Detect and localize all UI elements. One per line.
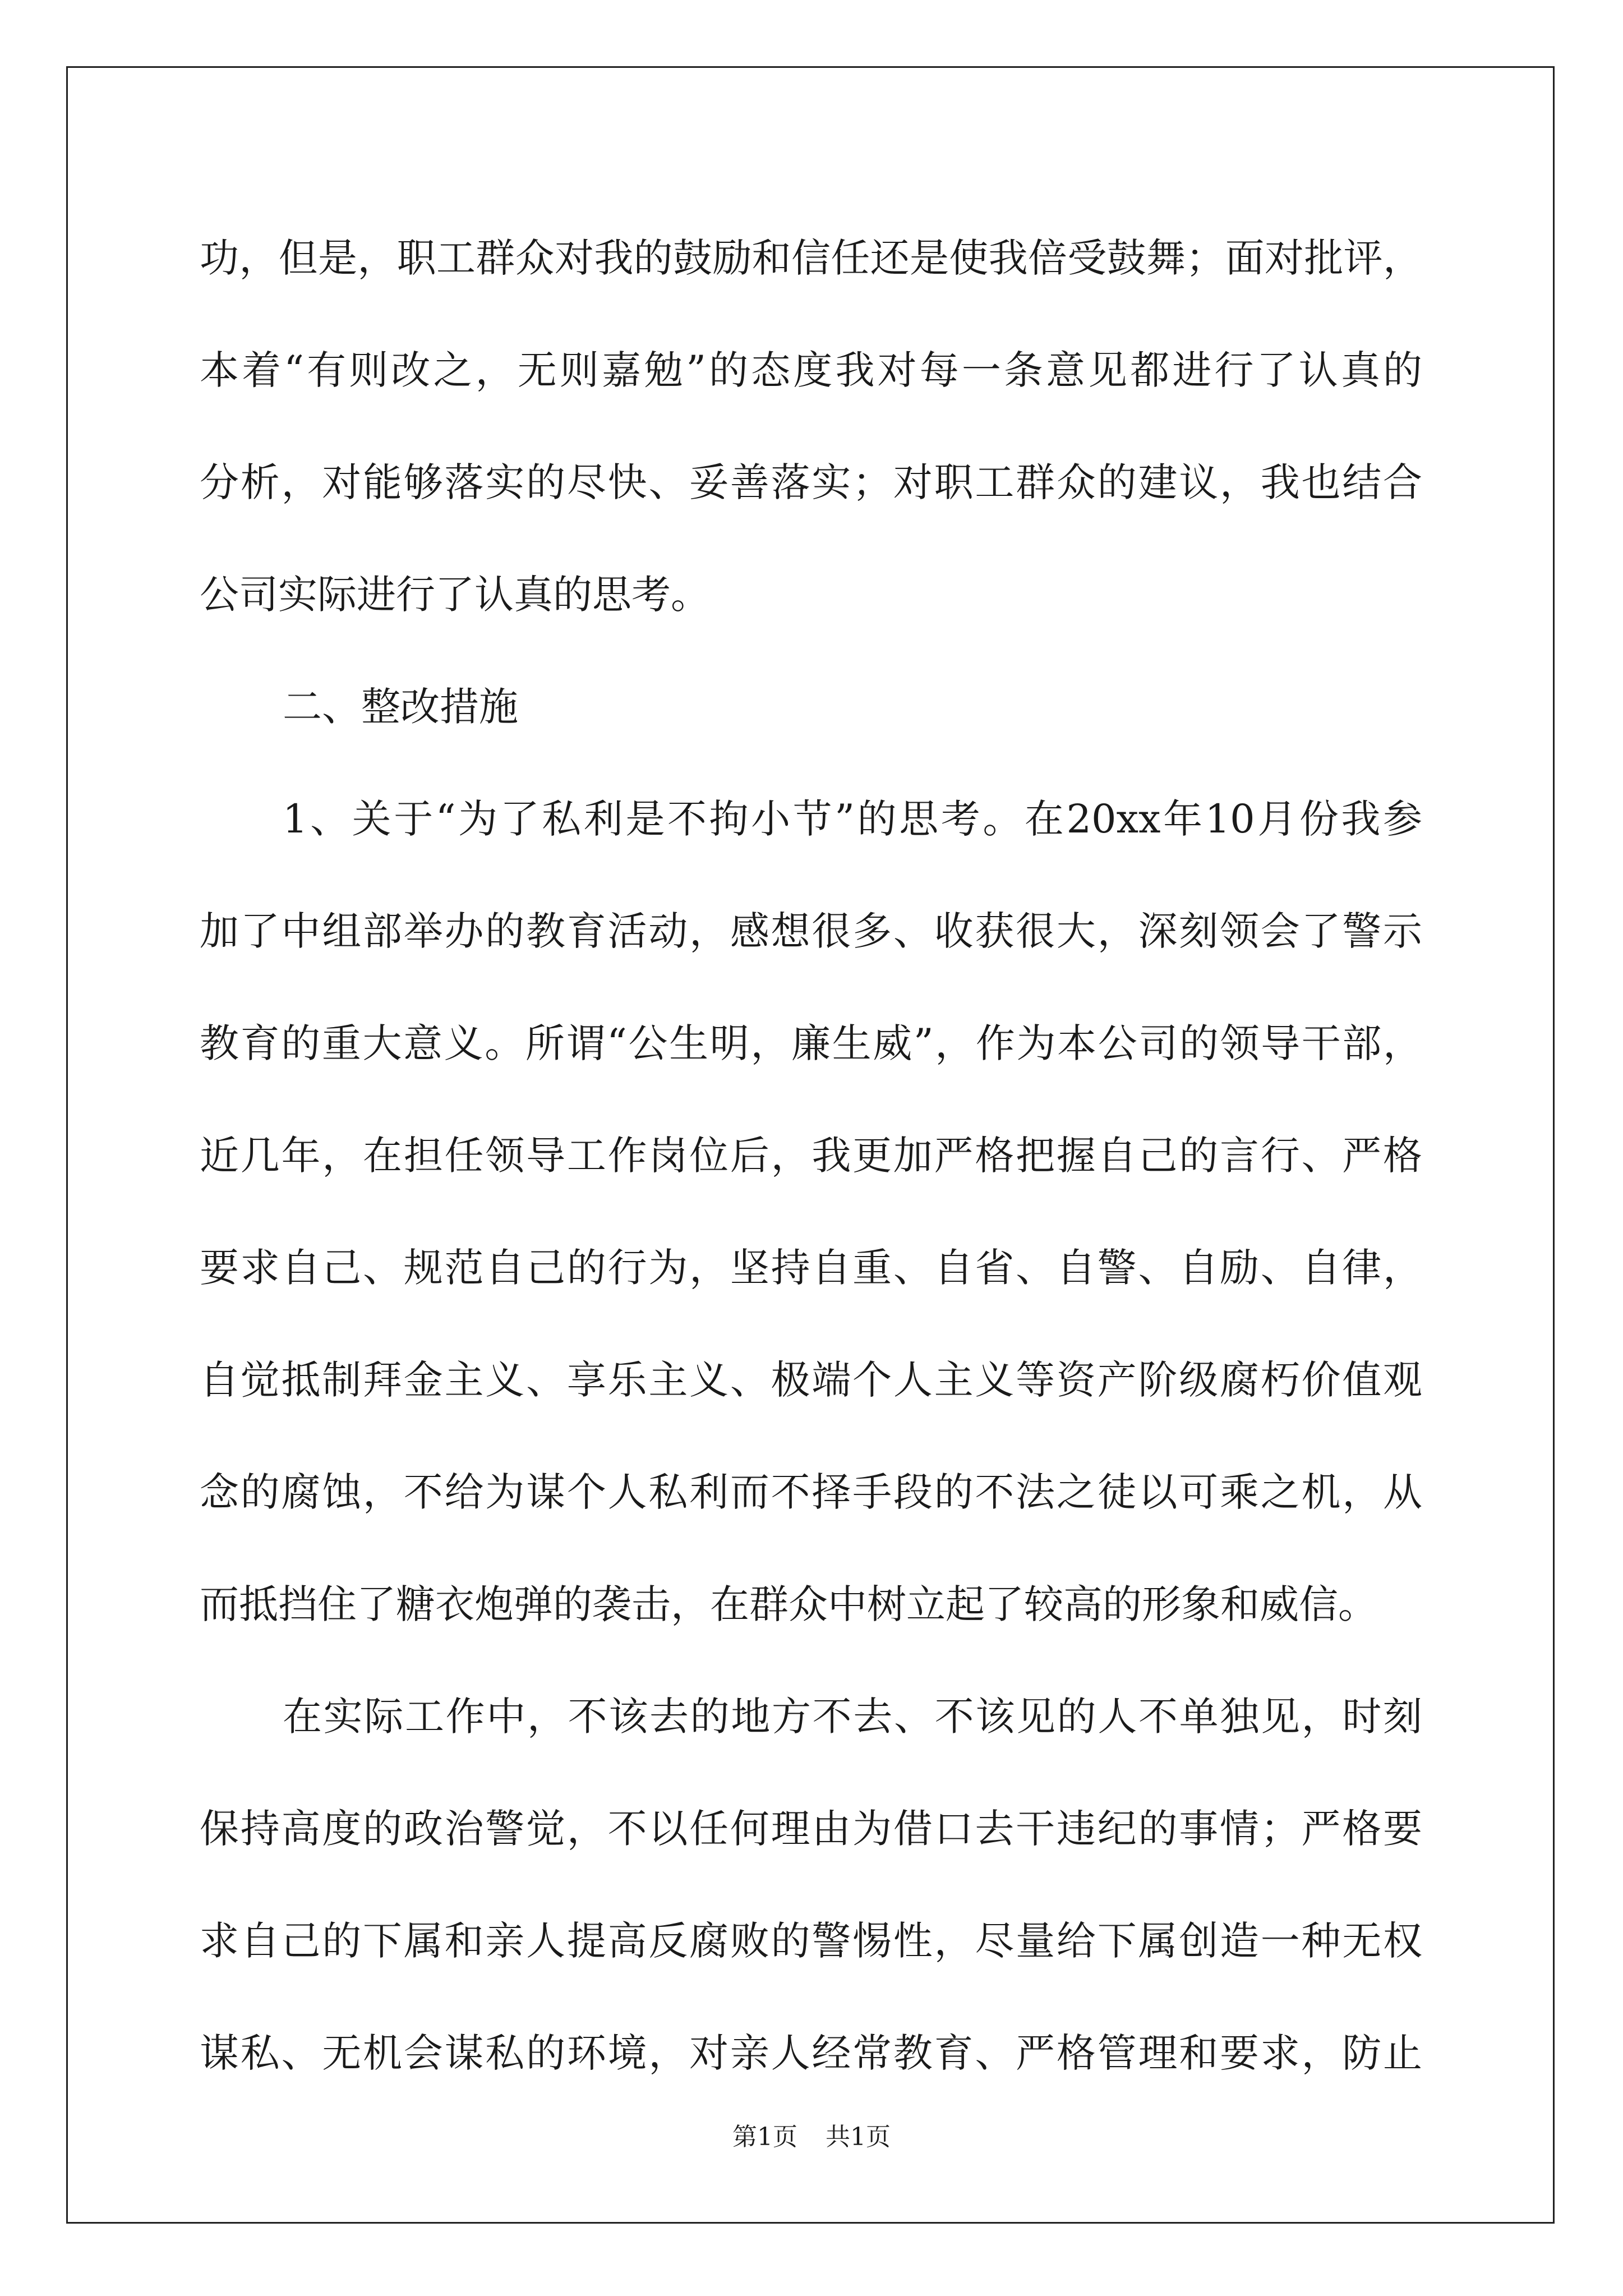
paragraph-line: 保持高度的政治警觉，不以任何理由为借口去干违纪的事情；严格要 [200, 1806, 1422, 1852]
section-heading: 二、整改措施 [283, 684, 518, 730]
paragraph-line: 公司实际进行了认真的思考。 [200, 572, 710, 618]
document-body [200, 202, 1422, 2109]
paragraph-line: 本着“有则改之，无则嘉勉”的态度我对每一条意见都进行了认真的 [200, 347, 1422, 393]
paragraph-line: 而抵挡住了糖衣炮弹的袭击，在群众中树立起了较高的形象和威信。 [200, 1581, 1377, 1627]
paragraph-line: 近几年，在担任领导工作岗位后，我更加严格把握自己的言行、严格 [200, 1133, 1422, 1179]
page-footer [0, 2120, 1623, 2154]
paragraph-line: 念的腐蚀，不给为谋个人私利而不择手段的不法之徒以可乘之机，从 [200, 1469, 1422, 1515]
paragraph-line: 1、关于“为了私利是不拘小节”的思考。在20xx年10月份我参 [283, 796, 1422, 842]
paragraph-line: 自觉抵制拜金主义、享乐主义、极端个人主义等资产阶级腐朽价值观 [200, 1357, 1422, 1403]
paragraph-line: 求自己的下属和亲人提高反腐败的警惕性，尽量给下属创造一种无权 [200, 1918, 1422, 1964]
paragraph-line: 功，但是，职工群众对我的鼓励和信任还是使我倍受鼓舞；面对批评， [200, 235, 1422, 281]
page-number-current: 第1页 [732, 2123, 797, 2151]
paragraph-line: 加了中组部举办的教育活动，感想很多、收获很大，深刻领会了警示 [200, 908, 1422, 954]
paragraph-line: 要求自己、规范自己的行为，坚持自重、自省、自警、自励、自律， [200, 1245, 1422, 1291]
paragraph-line: 在实际工作中，不该去的地方不去、不该见的人不单独见，时刻 [283, 1694, 1422, 1740]
paragraph-line: 谋私、无机会谋私的环境，对亲人经常教育、严格管理和要求，防止 [200, 2030, 1422, 2076]
paragraph-line: 教育的重大意义。所谓“公生明，廉生威”，作为本公司的领导干部， [200, 1020, 1422, 1066]
page-number-total: 共1页 [826, 2123, 891, 2151]
paragraph-line: 分析，对能够落实的尽快、妥善落实；对职工群众的建议，我也结合 [200, 459, 1422, 505]
